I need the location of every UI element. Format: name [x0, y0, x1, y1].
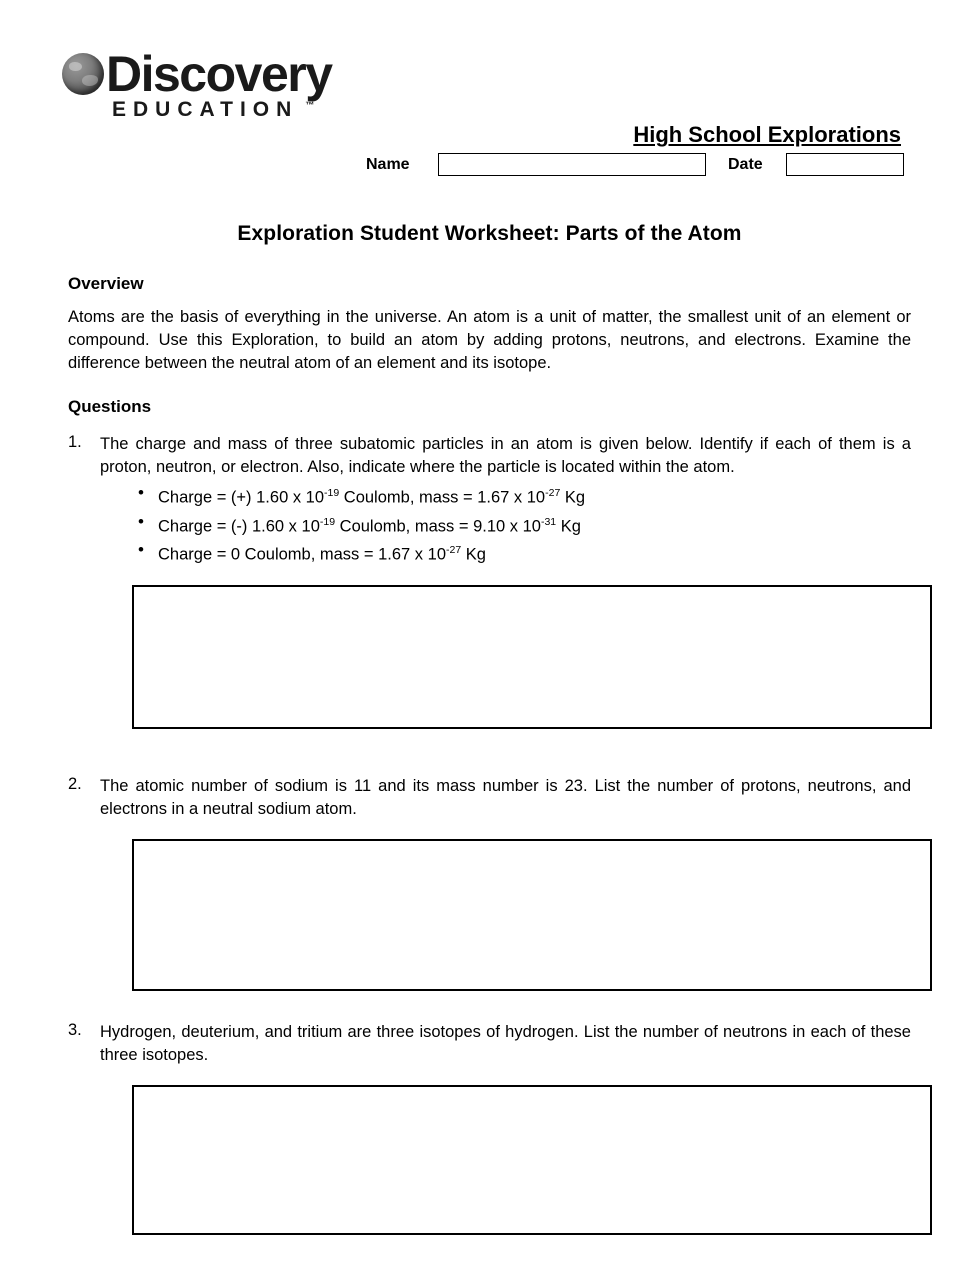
bullet-post: Kg [556, 517, 581, 535]
question-text: The atomic number of sodium is 11 and its mass number is 23. List the number of protons, neutrons, and electrons in a neutral sodium atom. [100, 776, 911, 818]
question-item [68, 775, 911, 991]
overview-heading: Overview [68, 274, 144, 293]
logo-subtitle-text: EDUCATION [112, 98, 299, 121]
spacer [68, 729, 911, 775]
questions-heading: Questions [68, 397, 152, 416]
questions-list [68, 433, 911, 1235]
date-label: Date [728, 156, 763, 173]
logo-word: Discovery [106, 46, 332, 102]
page-title: Exploration Student Worksheet: Parts of the Atom [237, 222, 742, 245]
bullet-mid: Coulomb, mass = 1.67 x 10 [339, 488, 546, 507]
answer-box[interactable] [132, 1085, 932, 1235]
date-field[interactable] [786, 153, 904, 176]
trademark-icon: ™ [305, 100, 315, 110]
spacer [68, 991, 911, 1021]
list-item [158, 538, 911, 567]
bullet-pre: Charge = 0 Coulomb, mass = 1.67 x 10 [158, 545, 446, 564]
answer-box[interactable] [132, 839, 932, 991]
series-title: High School Explorations [633, 122, 901, 147]
document-body [68, 222, 911, 1235]
question-text: Hydrogen, deuterium, and tritium are three isotopes of hydrogen. List the number of neutrons in each of these three isotopes. [100, 1022, 911, 1064]
question-item [68, 433, 911, 729]
bullet-exponent-2: -31 [540, 515, 557, 528]
question-number: 3. [68, 1020, 82, 1039]
bullet-post: Kg [461, 545, 486, 564]
bullet-exponent-2: -27 [545, 487, 561, 499]
logo-wordmark [62, 46, 332, 102]
globe-icon [62, 53, 104, 95]
bullet-post: Kg [560, 488, 586, 507]
list-item [158, 510, 911, 539]
bullet-exponent-1: -19 [319, 515, 336, 528]
discovery-education-logo [62, 46, 442, 122]
name-label: Name [366, 156, 410, 173]
name-field[interactable] [438, 153, 706, 176]
list-item [158, 481, 911, 510]
bullet-pre: Charge = (-) 1.60 x 10 [158, 517, 320, 535]
particle-bullets [100, 481, 911, 567]
question-text: The charge and mass of three subatomic particles in an atom is given below. Identify if each of them is a proton, neutron, or electron. Also, indicate where the particle is located within the atom. [100, 435, 911, 476]
question-number: 2. [68, 774, 82, 793]
answer-box[interactable] [132, 585, 932, 729]
bullet-exponent-1: -19 [324, 487, 340, 499]
bullet-mid: Coulomb, mass = 9.10 x 10 [335, 517, 541, 535]
bullet-exponent-1: -27 [446, 544, 462, 556]
question-item [68, 1021, 911, 1235]
question-number: 1. [68, 433, 82, 451]
bullet-pre: Charge = (+) 1.60 x 10 [158, 488, 325, 507]
logo-subtitle [112, 98, 315, 122]
overview-text: Atoms are the basis of everything in the universe. An atom is a unit of matter, the smallest unit of an element or compound. Use this Exploration, to build an atom by adding protons, neutrons, and electrons. Examine the difference between the neutral atom of an element and its isotope. [68, 308, 911, 372]
page-header [0, 0, 979, 150]
